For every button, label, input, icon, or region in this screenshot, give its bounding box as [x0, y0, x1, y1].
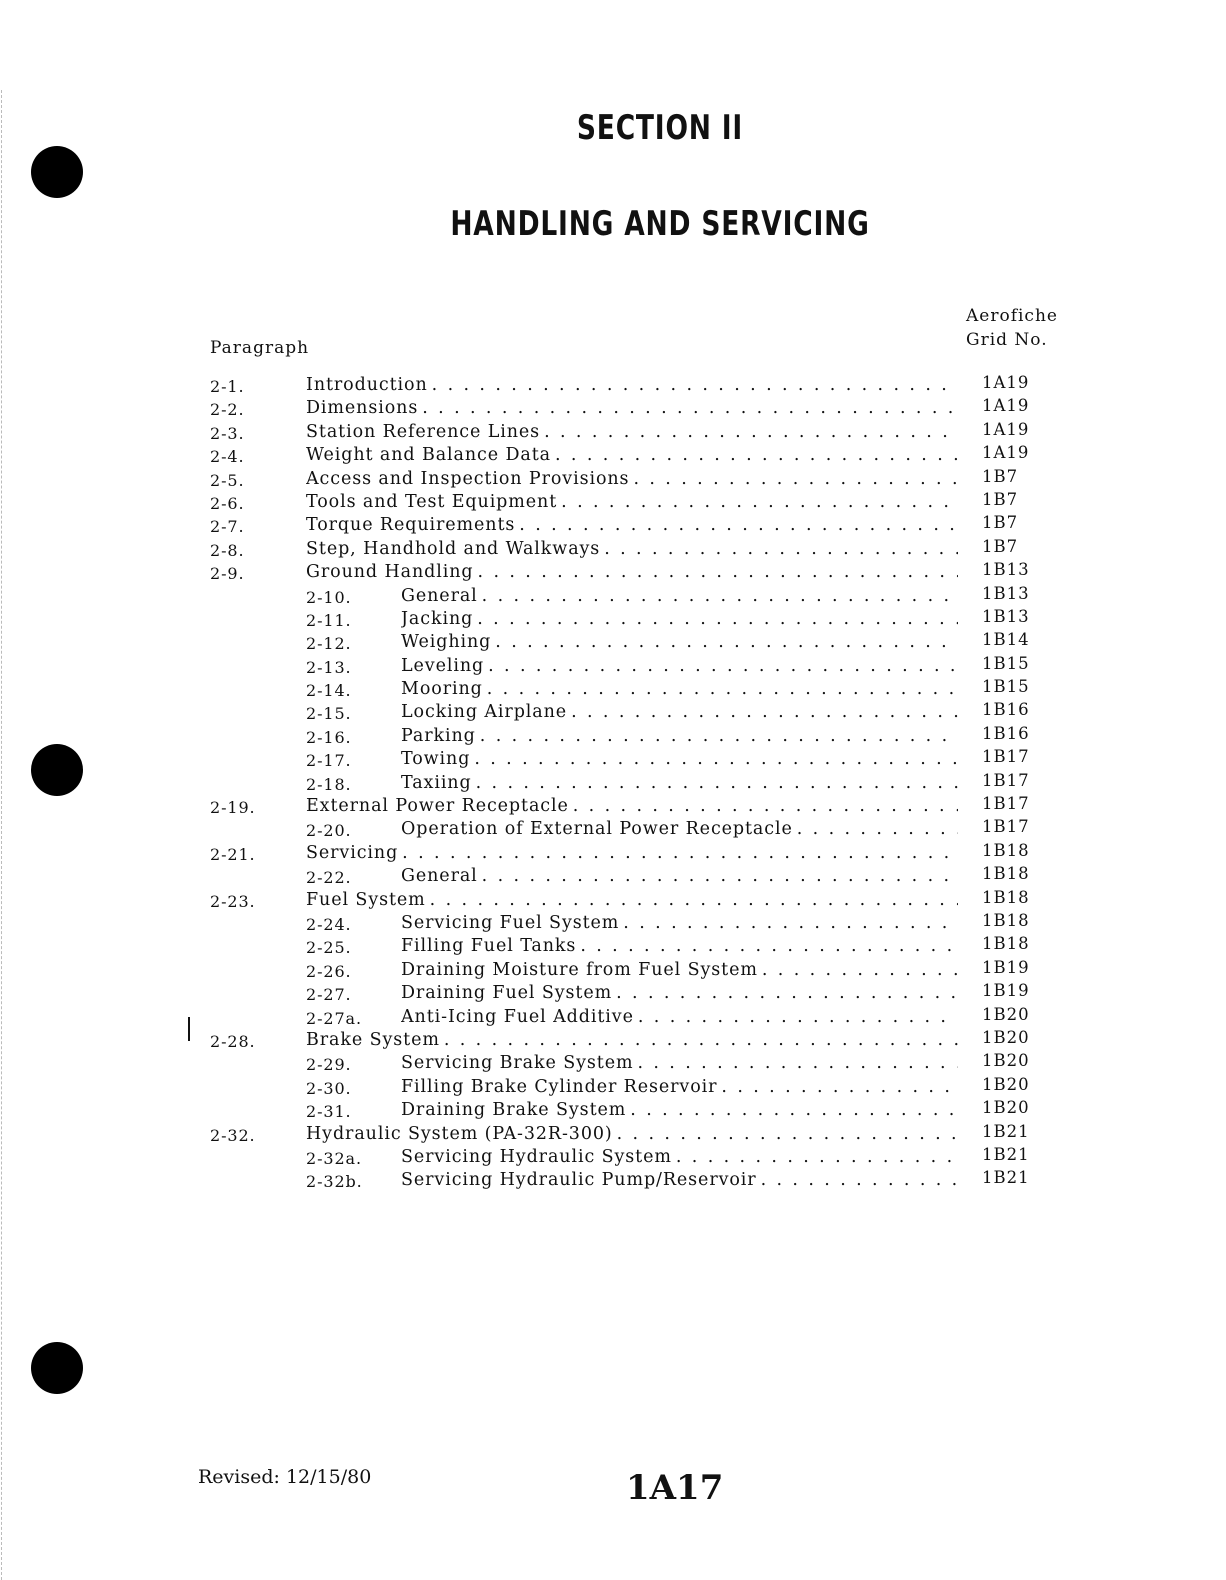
toc-entry-number: 2-26.: [306, 961, 352, 981]
toc-entry-number: 2-6.: [210, 493, 245, 513]
toc-entry-title: Draining Brake System: [401, 1100, 627, 1121]
toc-entry-grid-number: 1B7: [982, 489, 1019, 509]
dot-leader: [761, 1170, 958, 1190]
toc-entry-title-line: [306, 469, 958, 489]
toc-entry-title-line: [401, 656, 958, 676]
toc-entry-title: Weighing: [401, 632, 492, 653]
dot-leader: [482, 586, 958, 606]
dot-leader: [616, 983, 958, 1003]
toc-entry-grid-number: 1B19: [982, 957, 1030, 977]
dot-leader: [617, 1124, 958, 1144]
toc-entry-number: 2-27.: [306, 985, 352, 1005]
toc-entry-title-line: [401, 983, 958, 1003]
toc-entry-grid-number: 1B16: [982, 700, 1030, 720]
toc-entry-number: 2-19.: [210, 798, 256, 818]
grid-column-heading: [966, 304, 1058, 352]
toc-entry: [0, 1051, 1226, 1074]
dot-leader: [721, 1077, 958, 1097]
toc-entry-title: Servicing: [306, 842, 399, 863]
toc-entry: [0, 981, 1226, 1004]
toc-entry-title-line: [306, 796, 958, 816]
dot-leader: [630, 1100, 958, 1120]
toc-entry-title-line: [401, 586, 958, 606]
toc-entry-title: External Power Receptacle: [306, 796, 569, 817]
toc-entry-grid-number: 1B19: [982, 981, 1030, 1001]
toc-entry-title-line: [401, 819, 958, 839]
toc-entry-number: 2-3.: [210, 423, 245, 443]
toc-entry-title-line: [306, 843, 958, 863]
toc-entry: [0, 1028, 1226, 1051]
toc-entry-grid-number: 1B15: [982, 677, 1030, 697]
toc-entry-title: Torque Requirements: [306, 515, 516, 536]
toc-entry: [0, 677, 1226, 700]
toc-entry-title: Towing: [401, 749, 471, 770]
toc-entry-number: 2-12.: [306, 634, 352, 654]
toc-entry-grid-number: 1A19: [982, 419, 1030, 439]
toc-entry: [0, 1005, 1226, 1028]
toc-entry: [0, 934, 1226, 957]
dot-leader: [474, 749, 958, 769]
dot-leader: [676, 1147, 958, 1167]
toc-entry: [0, 490, 1226, 513]
toc-entry-title: Access and Inspection Provisions: [306, 468, 630, 489]
toc-entry-number: 2-32a.: [306, 1148, 362, 1168]
toc-entry-title-line: [306, 890, 958, 910]
toc-entry-title: Dimensions: [306, 398, 419, 419]
toc-entry-grid-number: 1B21: [982, 1168, 1030, 1188]
toc-entry-title-line: [401, 1147, 958, 1167]
toc-entry: [0, 513, 1226, 536]
toc-entry-title: Filling Fuel Tanks: [401, 936, 577, 957]
dot-leader: [482, 866, 958, 886]
toc-entry-number: 2-30.: [306, 1078, 352, 1098]
toc-entry-title: Draining Fuel System: [401, 983, 613, 1004]
dot-leader: [478, 562, 958, 582]
dot-leader: [573, 796, 958, 816]
toc-entry-title-line: [401, 1007, 958, 1027]
toc-entry-title: Anti-Icing Fuel Additive: [401, 1006, 634, 1027]
toc-entry-title-line: [306, 539, 958, 559]
toc-entry-title-line: [401, 726, 958, 746]
toc-entry: [0, 373, 1226, 396]
toc-entry: [0, 747, 1226, 770]
dot-leader: [762, 960, 958, 980]
toc-entry-grid-number: 1B18: [982, 910, 1030, 930]
toc-entry-number: 2-23.: [210, 891, 256, 911]
toc-entry-number: 2-11.: [306, 610, 352, 630]
toc-entry-title-line: [401, 632, 958, 652]
toc-entry-number: 2-18.: [306, 774, 352, 794]
dot-leader: [432, 375, 958, 395]
toc-entry-number: 2-5.: [210, 470, 245, 490]
punch-hole-top: [31, 146, 83, 198]
toc-entry: [0, 841, 1226, 864]
toc-entry-title-line: [306, 445, 958, 465]
toc-entry-number: 2-27a.: [306, 1008, 362, 1028]
toc-entry-number: 2-8.: [210, 540, 245, 560]
dot-leader: [571, 702, 958, 722]
toc-entry-grid-number: 1B13: [982, 606, 1030, 626]
dot-leader: [580, 936, 958, 956]
toc-entry-title: Taxiing: [401, 772, 472, 793]
toc-entry-title: Station Reference Lines: [306, 421, 541, 442]
toc-entry-title-line: [306, 1124, 958, 1144]
toc-entry-number: 2-24.: [306, 914, 352, 934]
toc-entry-title-line: [401, 936, 958, 956]
toc-entry-grid-number: 1B20: [982, 1027, 1030, 1047]
toc-entry-title: Operation of External Power Receptacle: [401, 819, 793, 840]
dot-leader: [519, 515, 958, 535]
toc-entry-title: Servicing Brake System: [401, 1053, 634, 1074]
dot-leader: [638, 1007, 958, 1027]
toc-entry-grid-number: 1B20: [982, 1004, 1030, 1024]
toc-entry-number: 2-22.: [306, 868, 352, 888]
toc-entry-title-line: [401, 1077, 958, 1097]
toc-entry-grid-number: 1B15: [982, 653, 1030, 673]
toc-entry-number: 2-31.: [306, 1102, 352, 1122]
toc-entry-grid-number: 1B18: [982, 864, 1030, 884]
toc-entry-title: Servicing Hydraulic System: [401, 1146, 672, 1167]
toc-entry-grid-number: 1B20: [982, 1074, 1030, 1094]
dot-leader: [604, 539, 958, 559]
toc-entry: [0, 396, 1226, 419]
toc-entry-number: 2-17.: [306, 751, 352, 771]
dot-leader: [633, 469, 958, 489]
toc-entry: [0, 817, 1226, 840]
toc-entry: [0, 724, 1226, 747]
section-title: HANDLING AND SERVICING: [450, 204, 870, 244]
toc-entry-number: 2-32.: [210, 1125, 256, 1145]
toc-entry-number: 2-28.: [210, 1031, 256, 1051]
dot-leader: [555, 445, 958, 465]
toc-entry-grid-number: 1B20: [982, 1051, 1030, 1071]
toc-entry: [0, 443, 1226, 466]
toc-entry-title-line: [401, 866, 958, 886]
toc-entry-number: 2-21.: [210, 844, 256, 864]
toc-entry: [0, 467, 1226, 490]
toc-entry-number: 2-25.: [306, 938, 352, 958]
toc-entry: [0, 1098, 1226, 1121]
dot-leader: [422, 398, 958, 418]
toc-entry-number: 2-2.: [210, 400, 245, 420]
toc-entry-number: 2-9.: [210, 564, 245, 584]
toc-entry-title: Introduction: [306, 375, 428, 395]
toc-entry-title: Fuel System: [306, 889, 426, 910]
paragraph-column-heading: Paragraph: [210, 338, 310, 358]
toc-entry-title: Tools and Test Equipment: [306, 491, 558, 512]
toc-entry-grid-number: 1B17: [982, 747, 1030, 767]
dot-leader: [430, 890, 958, 910]
dot-leader: [561, 492, 958, 512]
dot-leader: [623, 913, 958, 933]
toc-entry-grid-number: 1B18: [982, 887, 1030, 907]
dot-leader: [495, 632, 958, 652]
toc-entry: [0, 537, 1226, 560]
toc-entry-number: 2-14.: [306, 681, 352, 701]
toc-entry-title: Servicing Fuel System: [401, 912, 620, 933]
toc-entry: [0, 584, 1226, 607]
toc-entry: [0, 1122, 1226, 1145]
toc-entry-grid-number: 1B16: [982, 723, 1030, 743]
toc-entry-number: 2-13.: [306, 657, 352, 677]
grid-heading-line1: Aerofiche: [966, 306, 1058, 326]
toc-entry-number: 2-1.: [210, 377, 245, 396]
toc-entry-number: 2-15.: [306, 704, 352, 724]
toc-entry-grid-number: 1B7: [982, 513, 1019, 533]
toc-entry-title: Leveling: [401, 655, 485, 676]
toc-entry-number: 2-10.: [306, 587, 352, 607]
toc-entry: [0, 1075, 1226, 1098]
toc-entry-grid-number: 1A19: [982, 373, 1030, 392]
toc-entry-title-line: [401, 679, 958, 699]
page-number: 1A17: [626, 1468, 724, 1508]
toc-entry-grid-number: 1B18: [982, 934, 1030, 954]
toc-entry-number: 2-7.: [210, 517, 245, 537]
toc-entry-title-line: [401, 773, 958, 793]
toc-entry-grid-number: 1A19: [982, 443, 1030, 463]
toc-entry-grid-number: 1B18: [982, 840, 1030, 860]
toc-entry-grid-number: 1B17: [982, 794, 1030, 814]
toc-entry-number: 2-20.: [306, 821, 352, 841]
toc-entry-number: 2-32b.: [306, 1172, 363, 1192]
dot-leader: [544, 422, 958, 442]
dot-leader: [637, 1053, 958, 1073]
toc-entry-title-line: [306, 1030, 958, 1050]
toc-entry-grid-number: 1B21: [982, 1121, 1030, 1141]
toc-entry-title: Step, Handhold and Walkways: [306, 538, 601, 559]
toc-entry-grid-number: 1B17: [982, 770, 1030, 790]
dot-leader: [402, 843, 958, 863]
toc-entry-title: Jacking: [401, 608, 474, 629]
grid-heading-line2: Grid No.: [966, 330, 1048, 350]
toc-entry-title-line: [306, 422, 958, 442]
dot-leader: [480, 726, 958, 746]
toc-entry: [0, 630, 1226, 653]
toc-entry: [0, 420, 1226, 443]
toc-entry-title: General: [401, 585, 478, 606]
dot-leader: [487, 679, 958, 699]
toc-entry: [0, 888, 1226, 911]
toc-entry-title: Brake System: [306, 1029, 440, 1050]
toc-entry: [0, 911, 1226, 934]
toc-entry-title: Locking Airplane: [401, 702, 568, 723]
table-of-contents: [0, 373, 1226, 1192]
toc-entry-title-line: [306, 375, 958, 395]
toc-entry-title: General: [401, 866, 478, 887]
toc-entry-grid-number: 1A19: [982, 396, 1030, 416]
dot-leader: [444, 1030, 958, 1050]
toc-entry-title-line: [401, 1170, 958, 1190]
toc-entry-title: Servicing Hydraulic Pump/Reservoir: [401, 1170, 757, 1191]
revision-date: Revised: 12/15/80: [198, 1466, 372, 1488]
dot-leader: [488, 656, 958, 676]
toc-entry-title: Hydraulic System (PA-32R-300): [306, 1123, 613, 1144]
toc-entry-grid-number: 1B7: [982, 466, 1019, 486]
dot-leader: [477, 609, 958, 629]
toc-entry-title: Draining Moisture from Fuel System: [401, 959, 758, 980]
toc-entry: [0, 654, 1226, 677]
toc-entry-number: 2-4.: [210, 447, 245, 467]
toc-entry-title-line: [401, 1100, 958, 1120]
toc-entry-title: Weight and Balance Data: [306, 445, 551, 466]
toc-entry: [0, 560, 1226, 583]
toc-entry-title-line: [401, 609, 958, 629]
toc-entry: [0, 771, 1226, 794]
toc-entry-grid-number: 1B17: [982, 817, 1030, 837]
toc-entry: [0, 1168, 1226, 1191]
toc-entry-number: 2-29.: [306, 1055, 352, 1075]
toc-entry-title: Parking: [401, 725, 476, 746]
dot-leader: [476, 773, 958, 793]
toc-entry-title-line: [306, 492, 958, 512]
toc-entry-title-line: [401, 749, 958, 769]
dot-leader: [797, 819, 958, 839]
toc-entry-number: 2-16.: [306, 727, 352, 747]
toc-entry-title-line: [401, 702, 958, 722]
toc-entry-grid-number: 1B14: [982, 630, 1030, 650]
toc-entry: [0, 864, 1226, 887]
toc-entry: [0, 607, 1226, 630]
toc-entry-title-line: [401, 913, 958, 933]
toc-entry-title-line: [306, 562, 958, 582]
toc-entry: [0, 1145, 1226, 1168]
toc-entry: [0, 958, 1226, 981]
toc-entry-title: Filling Brake Cylinder Reservoir: [401, 1076, 718, 1097]
toc-entry-grid-number: 1B13: [982, 560, 1030, 580]
toc-entry-title-line: [401, 960, 958, 980]
toc-entry: [0, 700, 1226, 723]
toc-entry-title: Mooring: [401, 679, 483, 700]
punch-hole-bottom: [31, 1342, 83, 1394]
toc-entry-title-line: [306, 398, 958, 418]
toc-entry-grid-number: 1B7: [982, 536, 1019, 556]
toc-entry: [0, 794, 1226, 817]
toc-entry-grid-number: 1B20: [982, 1098, 1030, 1118]
toc-entry-grid-number: 1B21: [982, 1144, 1030, 1164]
toc-entry-title-line: [306, 515, 958, 535]
toc-entry-title-line: [401, 1053, 958, 1073]
section-heading: SECTION II: [576, 108, 744, 148]
toc-entry-grid-number: 1B13: [982, 583, 1030, 603]
toc-entry-title: Ground Handling: [306, 562, 474, 583]
